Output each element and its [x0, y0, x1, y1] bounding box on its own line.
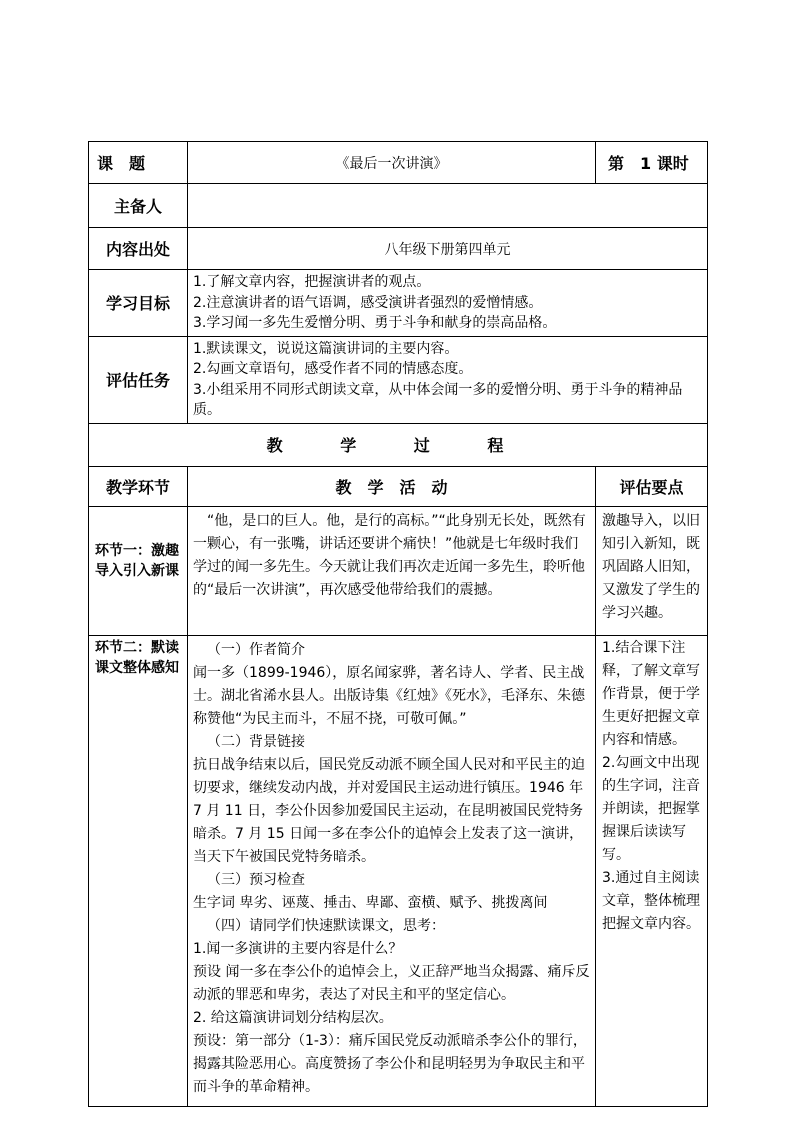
objectives-row	[89, 270, 708, 337]
column-header-row	[89, 466, 708, 506]
activity-paragraph: 闻一多（1899-1946），原名闻家骅，著名诗人、学者、民主战士。湖北省浠水县人。出版诗集《红烛》《死水》，毛泽东、朱德称赞他“为民主而斗，不屈不挠，可敬可佩。”	[193, 664, 585, 727]
lesson-count: 第 1 课时	[596, 142, 708, 184]
preparer-row	[89, 184, 708, 228]
topic-value: 《最后一次讲演》	[188, 142, 596, 184]
assessment-row	[89, 336, 708, 423]
lesson-plan-table	[88, 141, 708, 1107]
stage1-row	[89, 506, 708, 635]
objective-item: 1.了解文章内容，把握演讲者的观点。	[193, 274, 431, 290]
objectives-list	[188, 270, 708, 337]
objectives-label: 学习目标	[89, 270, 188, 337]
eval-item: 2.勾画文中出现的生字词，注音并朗读，把握掌握课后读读写写。	[602, 754, 700, 863]
activity-question: 2. 给这篇演讲词划分结构层次。	[193, 1009, 393, 1026]
process-title-row	[89, 423, 708, 466]
assessment-list	[188, 336, 708, 423]
assessment-item: 1.默读课文，说说这篇演讲词的主要内容。	[193, 340, 459, 357]
activity-heading: （一）作者简介	[207, 641, 305, 658]
source-label: 内容出处	[89, 228, 188, 270]
col-stage-header: 教学环节	[89, 466, 188, 506]
topic-row	[89, 142, 708, 184]
topic-label: 课 题	[89, 142, 188, 184]
stage2-eval	[596, 635, 708, 1106]
activity-question: 1.闻一多演讲的主要内容是什么？	[193, 940, 403, 957]
stage2-activity	[188, 635, 596, 1106]
activity-paragraph: 抗日战争结束以后，国民党反动派不顾全国人民对和平民主的迫切要求，继续发动内战，并对爱国民主运动进行镇压。1946 年 7 月 11 日，李公仆因参加爱国民主运动，在昆明被国民党特务暗杀。7 月 15 日闻一多在李公仆的追悼会上发表了这一演讲，当天下午被国民党特务暗杀。	[193, 756, 585, 865]
source-value: 八年级下册第四单元	[188, 228, 708, 270]
col-activity-header: 教 学 活 动	[188, 466, 596, 506]
stage1-eval: 激趣导入，以旧知引入新知，既巩固路人旧知，又激发了学生的学习兴趣。	[596, 506, 708, 635]
process-title: 教 学 过 程	[89, 423, 708, 466]
preparer-label: 主备人	[89, 184, 188, 228]
objective-item: 3.学习闻一多先生爱憎分明、勇于斗争和献身的崇高品格。	[193, 315, 557, 331]
activity-answer: 预设 闻一多在李公仆的追悼会上，义正辞严地当众揭露、痛斥反动派的罪恶和卑劣，表达了对民主和平的坚定信心。	[193, 963, 590, 1003]
activity-heading: （三）预习检查	[207, 871, 305, 888]
col-eval-header: 评估要点	[596, 466, 708, 506]
activity-heading: （四）请同学们快速默读课文，思考：	[207, 917, 445, 934]
source-row	[89, 228, 708, 270]
activity-paragraph: 生字词 卑劣、诬蔑、捶击、卑鄙、蛮横、赋予、挑拨离间	[193, 894, 548, 911]
assessment-label: 评估任务	[89, 336, 188, 423]
objective-item: 2.注意演讲者的语气语调，感受演讲者强烈的爱憎情感。	[193, 294, 543, 311]
stage1-name: 环节一：激趣导入引入新课	[89, 506, 188, 635]
preparer-value	[188, 184, 708, 228]
eval-item: 3.通过自主阅读文章，整体梳理把握文章内容。	[602, 869, 700, 932]
activity-answer: 预设：第一部分（1-3）：痛斥国民党反动派暗杀李公仆的罪行，揭露其险恶用心。高度赞扬了李公仆和昆明轻男为争取民主和平而斗争的革命精神。	[193, 1032, 587, 1095]
assessment-item: 2.勾画文章语句，感受作者不同的情感态度。	[193, 361, 473, 377]
stage2-name: 环节二：默读课文整体感知	[89, 635, 188, 1106]
stage2-row	[89, 635, 708, 1106]
stage1-activity: “他，是口的巨人。他，是行的高标。”“此身别无长处，既然有一颗心，有一张嘴，讲话还要讲个痛快！”他就是七年级时我们学过的闻一多先生。今天就让我们再次走近闻一多先生，聆听他的“最后一次讲演”，再次感受他带给我们的震撼。	[188, 506, 596, 635]
activity-heading: （二）背景链接	[207, 733, 305, 750]
eval-item: 1.结合课下注释，了解文章写作背景，便于学生更好把握文章内容和情感。	[602, 639, 700, 748]
assessment-item: 3.小组采用不同形式朗读文章，从中体会闻一多的爱憎分明、勇于斗争的精神品质。	[193, 381, 683, 418]
